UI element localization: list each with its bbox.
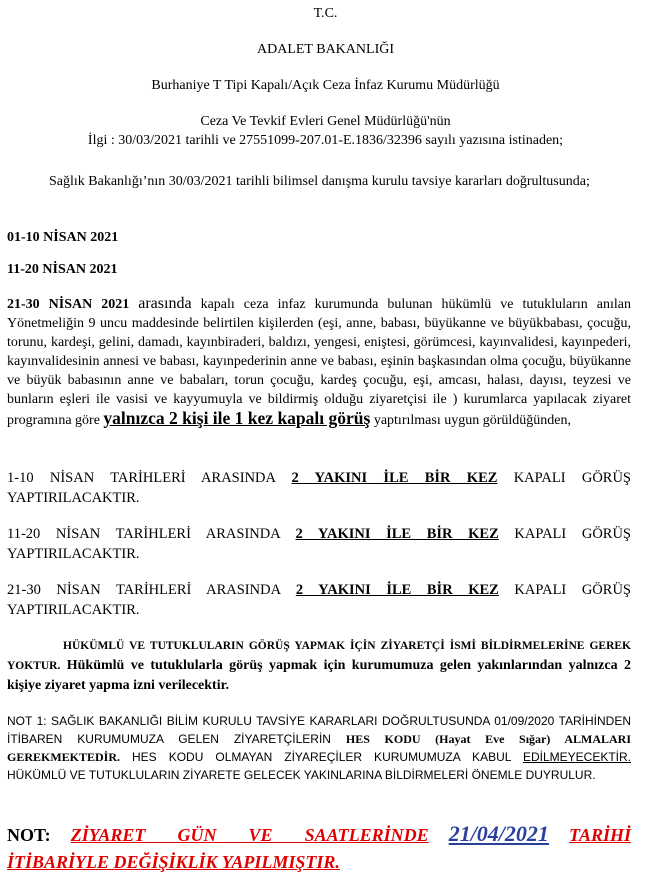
final-not-label: NOT: [7, 825, 51, 845]
note1-part-a: NOT 1: SAĞLIK BAKANLIĞI BİLİM KURULU TAVSİYE KARARLARI DOĞRULTUSUNDA 01/09/2020 TARİHİNDEN İTİBAREN KURUMUMUZA GELEN ZİYARETÇİLERİN [7, 714, 631, 746]
schedule-suffix: KAPALI GÖRÜŞ YAPTIRILACAKTIR. [7, 582, 631, 618]
visitor-notice [7, 636, 631, 695]
notice-caps: HÜKÜMLÜ VE TUTUKLULARIN GÖRÜŞ YAPMAK İÇİN ZİYARETÇİ İSMİ BİLDİRMELERİNE GEREK YOKTUR. [7, 640, 631, 672]
main-date: 21-30 NİSAN 2021 [7, 297, 130, 312]
note1-required: ALMALARI GEREKMEKTEDİR. [7, 732, 631, 764]
schedule-prefix: 1-10 NİSAN TARİHLERİ ARASINDA [7, 470, 292, 486]
schedule-item-2 [7, 524, 631, 564]
note-1 [7, 712, 631, 784]
notice-rest: Hükümlü ve tutuklularla görüş yapmak için kurumumuza gelen yakınlarından yalnızca 2 kişiye ziyaret yapma izni verilecektir. [7, 658, 631, 693]
final-note [7, 820, 631, 876]
schedule-suffix: KAPALI GÖRÜŞ YAPTIRILACAKTIR. [7, 526, 631, 562]
date-range-2: 11-20 NİSAN 2021 [7, 262, 118, 277]
schedule-item-1 [7, 468, 631, 508]
intro-paragraph: Sağlık Bakanlığı’nın 30/03/2021 tarihli bilimsel danışma kurulu tavsiye kararları doğrultusunda; [49, 174, 590, 189]
note1-part-e: HES KODU OLMAYAN ZİYAREÇİLER KURUMUMUZA KABUL [120, 750, 523, 764]
final-red-1: ZİYARET GÜN VE SAATLERİNDE [70, 825, 429, 845]
note1-hes-code: HES KODU [345, 732, 421, 746]
ministry-heading: ADALET BAKANLIĞI [257, 42, 394, 57]
tc-heading: T.C. [313, 6, 338, 21]
note1-hayat-eve-sigar: (Hayat Eve Sığar) [420, 732, 551, 746]
final-red-2: TARİHİ İTİBARİYLE DEĞİŞİKLİK YAPILMIŞTIR. [7, 825, 632, 872]
main-arasinda: arasında [138, 295, 192, 312]
directorate-name: Ceza Ve Tevkif Evleri Genel Müdürlüğü'nün [200, 114, 451, 129]
schedule-emph: 2 YAKINI İLE BİR KEZ [295, 582, 499, 598]
note1-part-g: HÜKÜMLÜ VE TUTUKLULARIN ZİYARETE GELECEK YAKINLARINA BİLDİRMELERİ ÖNEMLE DUYRULUR. [7, 768, 596, 782]
date-range-1: 01-10 NİSAN 2021 [7, 230, 119, 245]
schedule-emph: 2 YAKINI İLE BİR KEZ [295, 526, 499, 542]
note1-not-accepted: EDİLMEYECEKTİR. [522, 750, 631, 764]
main-paragraph [7, 294, 631, 430]
schedule-prefix: 11-20 NİSAN TARİHLERİ ARASINDA [7, 526, 296, 542]
schedule-suffix: KAPALI GÖRÜŞ YAPTIRILACAKTIR. [7, 470, 631, 506]
reference-line: İlgi : 30/03/2021 tarihli ve 27551099-207.01-E.1836/32396 sayılı yazısına istinaden; [87, 133, 564, 148]
schedule-item-3 [7, 580, 631, 620]
institution-name: Burhaniye T Tipi Kapalı/Açık Ceza İnfaz Kurumu Müdürlüğü [151, 78, 500, 93]
main-body: kapalı ceza infaz kurumunda bulunan hükümlü ve tutukluların anılan Yönetmeliğin 9 uncu maddesinde belirtilen kişilerden (eşi, anne, babası, büyükanne ve büyükbabası, çocuğu, torunu, kardeşi, gelini, damadı, kayınbiraderi, baldızı, yengesi, eniştesi, görümcesi, kayınvalidesi, kayınpederi, kayınvalidesinin annesi ve babası, kayınpederinin anne ve babası, eşinin başkasından olma çocuğu, büyükanne ve büyük babasının anne ve babaları, torun çocuğu, kardeş çocuğu, eşi, amcası, halası, dayısı, teyzesi ve bunların eşleri ile vasisi ve kayyumuyla ve bildirmiş olduğu ziyaretçisi ile ) kurumlarca yapılacak ziyaret programına göre [7, 297, 632, 428]
schedule-prefix: 21-30 NİSAN TARİHLERİ ARASINDA [7, 582, 296, 598]
final-date: 21/04/2021 [448, 821, 549, 846]
main-tail: yaptırılması uygun görüldüğünden, [370, 413, 571, 428]
schedule-emph: 2 YAKINI İLE BİR KEZ [291, 470, 498, 486]
main-emphasis: yalnızca 2 kişi ile 1 kez kapalı görüş [103, 408, 371, 428]
